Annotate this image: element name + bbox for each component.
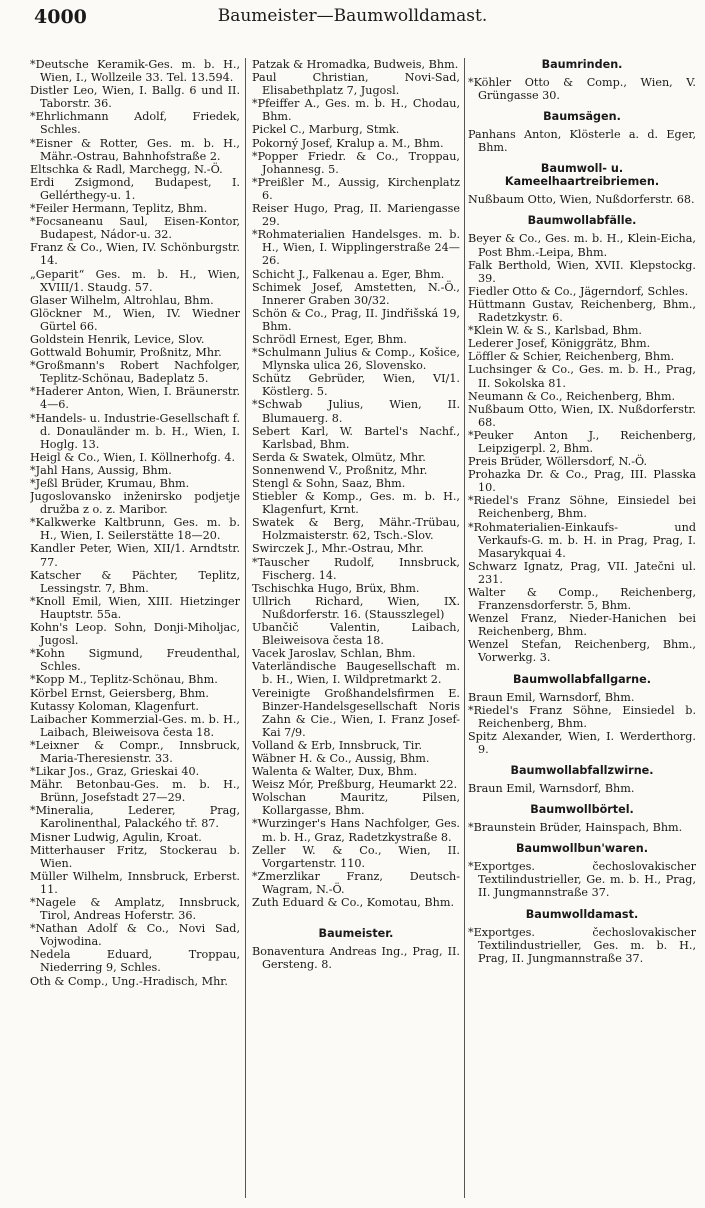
directory-entry: Schrödl Ernest, Eger, Bhm. [252, 332, 407, 346]
directory-entry: Hüttmann Gustav, Reichenberg, Bhm., Radetzkystr. 6. [468, 297, 696, 325]
directory-entry: Oth & Comp., Ung.-Hradisch, Mhr. [30, 974, 228, 988]
directory-entry: Jugoslovansko inženirsko podjetje družba z o. z. Maribor. [30, 490, 240, 517]
directory-entry: Paul Christian, Novi-Sad, Elisabethplatz 7, Jugosl. [252, 71, 460, 98]
page-title: Baumeister—Baumwolldamast. [217, 6, 488, 26]
directory-entry: Zuth Eduard & Co., Komotau, Bhm. [252, 896, 454, 909]
directory-entry: *Nathan Adolf & Co., Novi Sad, Vojwodina. [30, 922, 240, 949]
directory-entry: *Mineralia, Lederer, Prag, Karolinenthal, Palackého tř. 87. [30, 804, 240, 831]
directory-columns [30, 58, 696, 1198]
directory-entry: *Pfeiffer A., Ges. m. b. H., Chodau, Bhm. [252, 97, 460, 124]
directory-entry: *Großmann's Robert Nachfolger, Teplitz-Schönau, Badeplatz 5. [30, 359, 240, 386]
directory-entry: Stiebler & Komp., Ges. m. b. H., Klagenfurt, Krnt. [252, 490, 460, 517]
directory-entry: Goldstein Henrik, Levice, Slov. [30, 332, 205, 346]
directory-entry: Serda & Swatek, Olmütz, Mhr. [252, 450, 426, 464]
directory-entry: Sonnenwend V., Proßnitz, Mhr. [252, 463, 428, 477]
section-heading: Baumwoll- u. Kameelhaartreibriemen. [504, 162, 660, 189]
directory-entry: Volland & Erb, Innsbruck, Tir. [252, 738, 422, 752]
directory-entry: Vacek Jaroslav, Schlan, Bhm. [252, 647, 416, 661]
directory-entry: *Exportges. čechoslovakischer Textilindustrieller, Ge. m. b. H., Prag, II. Jungmannstraße 37. [468, 860, 696, 900]
directory-entry: *Zmerzlikar Franz, Deutsch-Wagram, N.-Ö. [252, 869, 460, 896]
directory-entry: *Wurzinger's Hans Nachfolger, Ges. m. b. H., Graz, Radetzkystraße 8. [252, 817, 460, 844]
directory-entry: Mitterhauser Fritz, Stockerau b. Wien. [30, 843, 240, 870]
directory-entry: *Handels- u. Industrie-Gesellschaft f. d. Donauländer m. b. H., Wien, I. Hoglg. 13. [30, 411, 240, 451]
directory-entry: Pokorný Josef, Kralup a. M., Bhm. [252, 136, 444, 150]
directory-entry: *Kohn Sigmund, Freudenthal, Schles. [30, 647, 240, 674]
directory-entry: Wenzel Stefan, Reichenberg, Bhm., Vorwerkg. 3. [468, 638, 696, 665]
directory-entry: *Deutsche Keramik-Ges. m. b. H., Wien, I., Wollzeile 33. Tel. 13.594. [30, 58, 240, 85]
column-divider [464, 58, 465, 1198]
directory-entry: Stengl & Sohn, Saaz, Bhm. [252, 477, 406, 490]
directory-entry: Mähr. Betonbau-Ges. m. b. H., Brünn, Josefstadt 27—29. [30, 778, 240, 805]
directory-entry: Erdi Zsigmond, Budapest, I. Gellérthegy-u. 1. [30, 175, 240, 202]
directory-entry: Schimek Josef, Amstetten, N.-Ö., Innerer Graben 30/32. [252, 280, 460, 307]
directory-entry: Vereinigte Großhandelsfirmen E. Binzer-Handelsgesellschaft Noris Zahn & Cie., Wien, I. Franz Josef-Kai 7/9. [252, 686, 460, 739]
directory-entry: Lederer Josef, Königgrätz, Bhm. [468, 337, 651, 351]
directory-entry: Nußbaum Otto, Wien, Nußdorferstr. 68. [468, 193, 695, 207]
directory-entry: Walenta & Walter, Dux, Bhm. [252, 765, 418, 779]
directory-entry: *Rohmaterialien Handelsges. m. b. H., Wien, I. Wipplingerstraße 24—26. [252, 228, 460, 268]
directory-entry: Nedela Eduard, Troppau, Niederring 9, Schles. [30, 948, 240, 975]
column-2 [252, 58, 460, 1198]
directory-entry: Falk Berthold, Wien, XVII. Klepstockg. 39. [468, 258, 696, 285]
directory-entry: Preis Brüder, Wöllersdorf, N.-Ö. [468, 455, 648, 469]
directory-entry: Braun Emil, Warnsdorf, Bhm. [468, 690, 635, 704]
directory-entry: Glaser Wilhelm, Altrohlau, Bhm. [30, 293, 214, 307]
directory-entry: *Focsaneanu Saul, Eisen-Kontor, Budapest, Nádor-u. 32. [30, 215, 240, 242]
directory-entry: Bonaventura Andreas Ing., Prag, II. Gersteng. 8. [252, 945, 460, 972]
directory-entry: *Riedel's Franz Söhne, Einsiedel bei Reichenberg, Bhm. [468, 494, 696, 521]
directory-entry: Heigl & Co., Wien, I. Köllnerhofg. 4. [30, 450, 236, 464]
directory-entry: *Jeßl Brüder, Krumau, Bhm. [30, 477, 190, 490]
directory-entry: Katscher & Pächter, Teplitz, Lessingstr. 7, Bhm. [30, 568, 240, 595]
section-spacer [252, 909, 460, 919]
directory-entry: Distler Leo, Wien, I. Ballg. 6 und II. Taborstr. 36. [30, 84, 240, 111]
directory-entry: *Nagele & Amplatz, Innsbruck, Tirol, Andreas Hoferstr. 36. [30, 896, 240, 923]
directory-entry: Pickel C., Marburg, Stmk. [252, 123, 400, 137]
page-header [0, 0, 705, 44]
directory-entry: Schütz Gebrüder, Wien, VI/1. Köstlerg. 5. [252, 372, 460, 399]
directory-entry: *Popper Friedr. & Co., Troppau, Johannesg. 5. [252, 149, 460, 176]
directory-entry: Vaterländische Baugesellschaft m. b. H., Wien, I. Wildpretmarkt 2. [252, 660, 460, 687]
directory-entry: Wolschan Mauritz, Pilsen, Kollargasse, Bhm. [252, 791, 460, 818]
directory-entry: Gottwald Bohumir, Proßnitz, Mhr. [30, 346, 222, 360]
directory-entry: *Kopp M., Teplitz-Schönau, Bhm. [30, 673, 218, 687]
directory-entry: Spitz Alexander, Wien, I. Werderthorg. 9. [468, 729, 696, 756]
directory-entry: Wäbner H. & Co., Aussig, Bhm. [252, 751, 430, 765]
directory-entry: Weisz Mór, Preßburg, Heumarkt 22. [252, 778, 458, 792]
directory-entry: Sebert Karl, W. Bartel's Nachf., Karlsbad, Bhm. [252, 424, 460, 451]
directory-entry: *Köhler Otto & Comp., Wien, V. Grüngasse 30. [468, 76, 696, 103]
directory-entry: Eltschka & Radl, Marchegg, N.-Ö. [30, 162, 223, 176]
directory-entry: *Leixner & Compr., Innsbruck, Maria-Theresienstr. 33. [30, 738, 240, 765]
directory-entry: Kohn's Leop. Sohn, Donji-Miholjac, Jugosl. [30, 621, 240, 648]
directory-entry: *Riedel's Franz Söhne, Einsiedel b. Reichenberg, Bhm. [468, 703, 696, 730]
directory-entry: *Rohmaterialien-Einkaufs- und Verkaufs-G. m. b. H. in Prag, Prag, I. Masarykquai 4. [468, 520, 696, 560]
directory-entry: Prohazka Dr. & Co., Prag, III. Plasska 10. [468, 468, 696, 495]
directory-entry: Zeller W. & Co., Wien, II. Vorgartenstr. 110. [252, 843, 460, 870]
section-heading: Baumwollbörtel. [530, 803, 634, 817]
directory-entry: *Peuker Anton J., Reichenberg, Leipzigerpl. 2, Bhm. [468, 428, 696, 455]
section-heading: Baumwollabfallgarne. [513, 672, 651, 686]
directory-entry: Reiser Hugo, Prag, II. Mariengasse 29. [252, 202, 460, 229]
directory-entry: „Geparit“ Ges. m. b. H., Wien, XVIII/1. Staudg. 57. [30, 267, 240, 294]
page-number: 4000 [34, 6, 87, 28]
directory-entry: Schicht J., Falkenau a. Eger, Bhm. [252, 267, 445, 281]
directory-entry: *Knoll Emil, Wien, XIII. Hietzinger Hauptstr. 55a. [30, 594, 240, 621]
directory-entry: *Haderer Anton, Wien, I. Bräunerstr. 4—6. [30, 385, 240, 412]
directory-entry: Löffler & Schier, Reichenberg, Bhm. [468, 350, 675, 364]
directory-entry: *Likar Jos., Graz, Grieskai 40. [30, 765, 200, 779]
directory-entry: *Ehrlichmann Adolf, Friedek, Schles. [30, 110, 240, 137]
directory-entry: *Klein W. & S., Karlsbad, Bhm. [468, 324, 642, 338]
directory-entry: Kandler Peter, Wien, XII/1. Arndtstr. 77. [30, 542, 240, 569]
directory-entry: Laibacher Kommerzial-Ges. m. b. H., Laibach, Bleiweisova česta 18. [30, 712, 240, 739]
directory-entry: Körbel Ernst, Geiersberg, Bhm. [30, 686, 209, 700]
directory-entry: *Schwab Julius, Wien, II. Blumauerg. 8. [252, 398, 460, 425]
directory-entry: Schön & Co., Prag, II. Jindřišská 19, Bhm. [252, 306, 460, 333]
column-1 [30, 58, 240, 1198]
directory-entry: *Feiler Hermann, Teplitz, Bhm. [30, 202, 208, 216]
directory-entry: Swirczek J., Mhr.-Ostrau, Mhr. [252, 542, 424, 556]
directory-entry: *Eisner & Rotter, Ges. m. b. H., Mähr.-Ostrau, Bahnhofstraße 2. [30, 136, 240, 163]
section-heading: Baumsägen. [543, 110, 621, 124]
directory-entry: Neumann & Co., Reichenberg, Bhm. [468, 389, 676, 403]
directory-entry: Misner Ludwig, Agulin, Kroat. [30, 830, 202, 844]
directory-entry: Walter & Comp., Reichenberg, Franzensdorferstr. 5, Bhm. [468, 586, 696, 613]
directory-entry: Schwarz Ignatz, Prag, VII. Jatečni ul. 231. [468, 559, 696, 586]
directory-entry: Fiedler Otto & Co., Jägerndorf, Schles. [468, 284, 689, 298]
directory-entry: Swatek & Berg, Mähr.-Trübau, Holzmaisterstr. 62, Tsch.-Slov. [252, 516, 460, 543]
directory-entry: Patzak & Hromadka, Budweis, Bhm. [252, 58, 459, 71]
section-heading: Baumwollabfälle. [527, 214, 637, 228]
directory-entry: *Tauscher Rudolf, Innsbruck, Fischerg. 14. [252, 555, 460, 582]
directory-entry: Luchsinger & Co., Ges. m. b. H., Prag, II. Sokolska 81. [468, 363, 696, 390]
directory-entry: *Braunstein Brüder, Hainspach, Bhm. [468, 821, 683, 835]
directory-entry: Panhans Anton, Klösterle a. d. Eger, Bhm. [468, 128, 696, 155]
directory-entry: Ubančič Valentin, Laibach, Bleiweisova česta 18. [252, 621, 460, 648]
directory-entry: *Jahl Hans, Aussig, Bhm. [30, 463, 172, 477]
column-divider [245, 58, 246, 1198]
directory-entry: *Schulmann Julius & Comp., Košice, Mlynska ulica 26, Slovensko. [252, 346, 460, 373]
directory-entry: Nußbaum Otto, Wien, IX. Nußdorferstr. 68. [468, 402, 696, 429]
directory-entry: Wenzel Franz, Nieder-Hanichen bei Reichenberg, Bhm. [468, 612, 696, 639]
directory-entry: Kutassy Koloman, Klagenfurt. [30, 699, 199, 713]
section-heading: Baumeister. [318, 927, 394, 941]
directory-entry: Braun Emil, Warnsdorf, Bhm. [468, 782, 635, 796]
directory-entry: Müller Wilhelm, Innsbruck, Erberst. 11. [30, 869, 240, 896]
column-3 [468, 58, 696, 1198]
directory-entry: *Kalkwerke Kaltbrunn, Ges. m. b. H., Wien, I. Seilerstätte 18—20. [30, 516, 240, 543]
section-heading: Baumrinden. [541, 58, 623, 71]
directory-entry: Beyer & Co., Ges. m. b. H., Klein-Eicha, Post Bhm.-Leipa, Bhm. [468, 232, 696, 259]
directory-entry: Ullrich Richard, Wien, IX. Nußdorferstr. 16. (Stausszlegel) [252, 594, 460, 621]
directory-entry: Glöckner M., Wien, IV. Wiedner Gürtel 66. [30, 306, 240, 333]
directory-entry: *Preißler M., Aussig, Kirchenplatz 6. [252, 175, 460, 202]
directory-entry: Tschischka Hugo, Brüx, Bhm. [252, 581, 420, 595]
section-heading: Baumwollabfallzwirne. [510, 764, 654, 778]
directory-entry: Franz & Co., Wien, IV. Schönburgstr. 14. [30, 241, 240, 268]
section-heading: Baumwolldamast. [525, 907, 639, 921]
directory-entry: *Exportges. čechoslovakischer Textilindustrieller, Ges. m. b. H., Prag, II. Jungmannstraße 37. [468, 925, 696, 965]
section-heading: Baumwollbun'waren. [516, 842, 648, 856]
